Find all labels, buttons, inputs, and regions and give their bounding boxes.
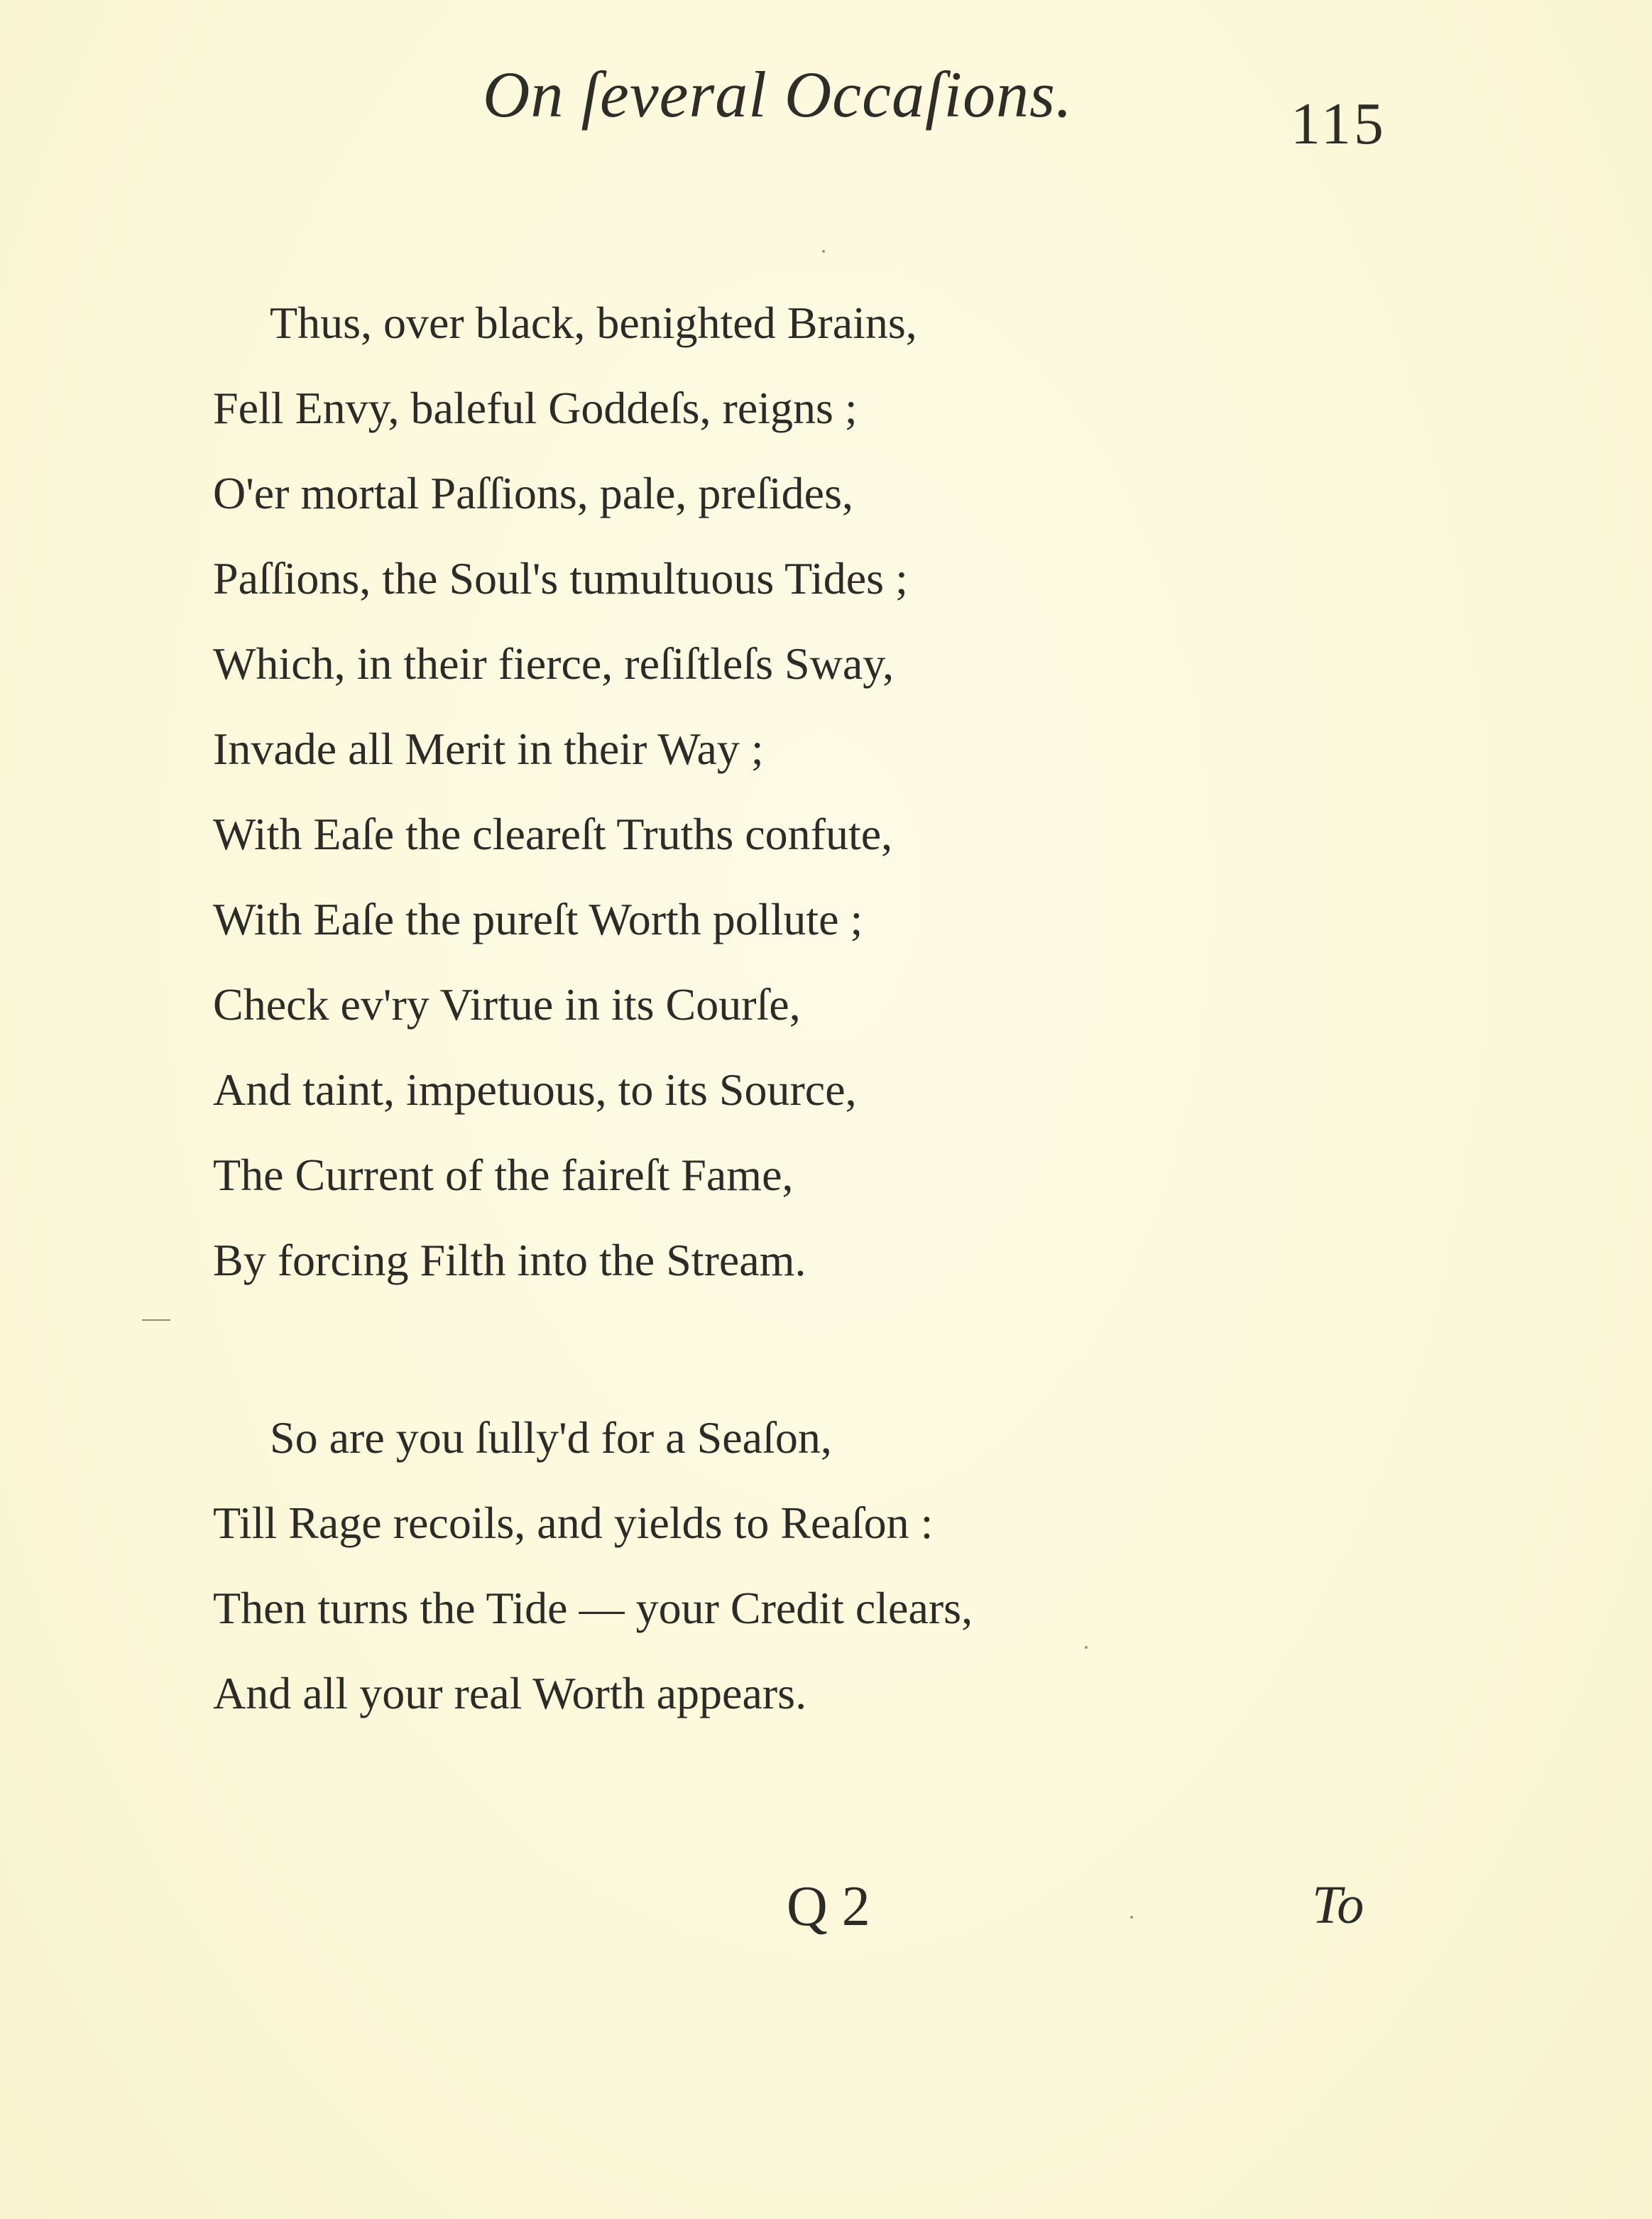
verse-line: By forcing Filth into the Stream. xyxy=(213,1235,806,1285)
signature-mark: Q 2 xyxy=(787,1875,870,1938)
stanza-1 xyxy=(213,280,917,1303)
running-head: On ſeveral Occaſions. xyxy=(483,58,1073,131)
verse-line: Invade all Merit in their Way ; xyxy=(213,724,764,774)
verse-line: And taint, impetuous, to its Source, xyxy=(213,1064,857,1115)
verse-line: Paſſions, the Soul's tumultuous Tides ; xyxy=(213,553,908,604)
stanza-2 xyxy=(213,1395,973,1736)
paper-speck xyxy=(1130,1916,1133,1919)
verse-line: Fell Envy, baleful Goddeſs, reigns ; xyxy=(213,383,858,433)
verse-line: With Eaſe the cleareſt Truths confute, xyxy=(213,809,893,859)
verse-line: So are you ſully'd for a Seaſon, xyxy=(270,1412,832,1463)
verse-line: Then turns the Tide — your Credit clears, xyxy=(213,1583,973,1633)
page-number: 115 xyxy=(1291,91,1386,157)
verse-line: And all your real Worth appears. xyxy=(213,1668,807,1718)
verse-line: With Eaſe the pureſt Worth pollute ; xyxy=(213,894,863,944)
catchword: To xyxy=(1312,1875,1364,1935)
verse-line: O'er mortal Paſſions, pale, preſides, xyxy=(213,468,853,518)
verse-line: Check ev'ry Virtue in its Courſe, xyxy=(213,979,801,1030)
verse-line: Which, in their fierce, reſiſtleſs Sway, xyxy=(213,638,895,689)
paper-speck xyxy=(1085,1646,1088,1649)
margin-mark xyxy=(142,1319,170,1321)
verse-line: The Current of the faireſt Fame, xyxy=(213,1150,794,1200)
verse-line: Thus, over black, benighted Brains, xyxy=(270,298,917,348)
verse-line: Till Rage recoils, and yields to Reaſon : xyxy=(213,1498,934,1548)
paper-speck xyxy=(822,250,825,253)
